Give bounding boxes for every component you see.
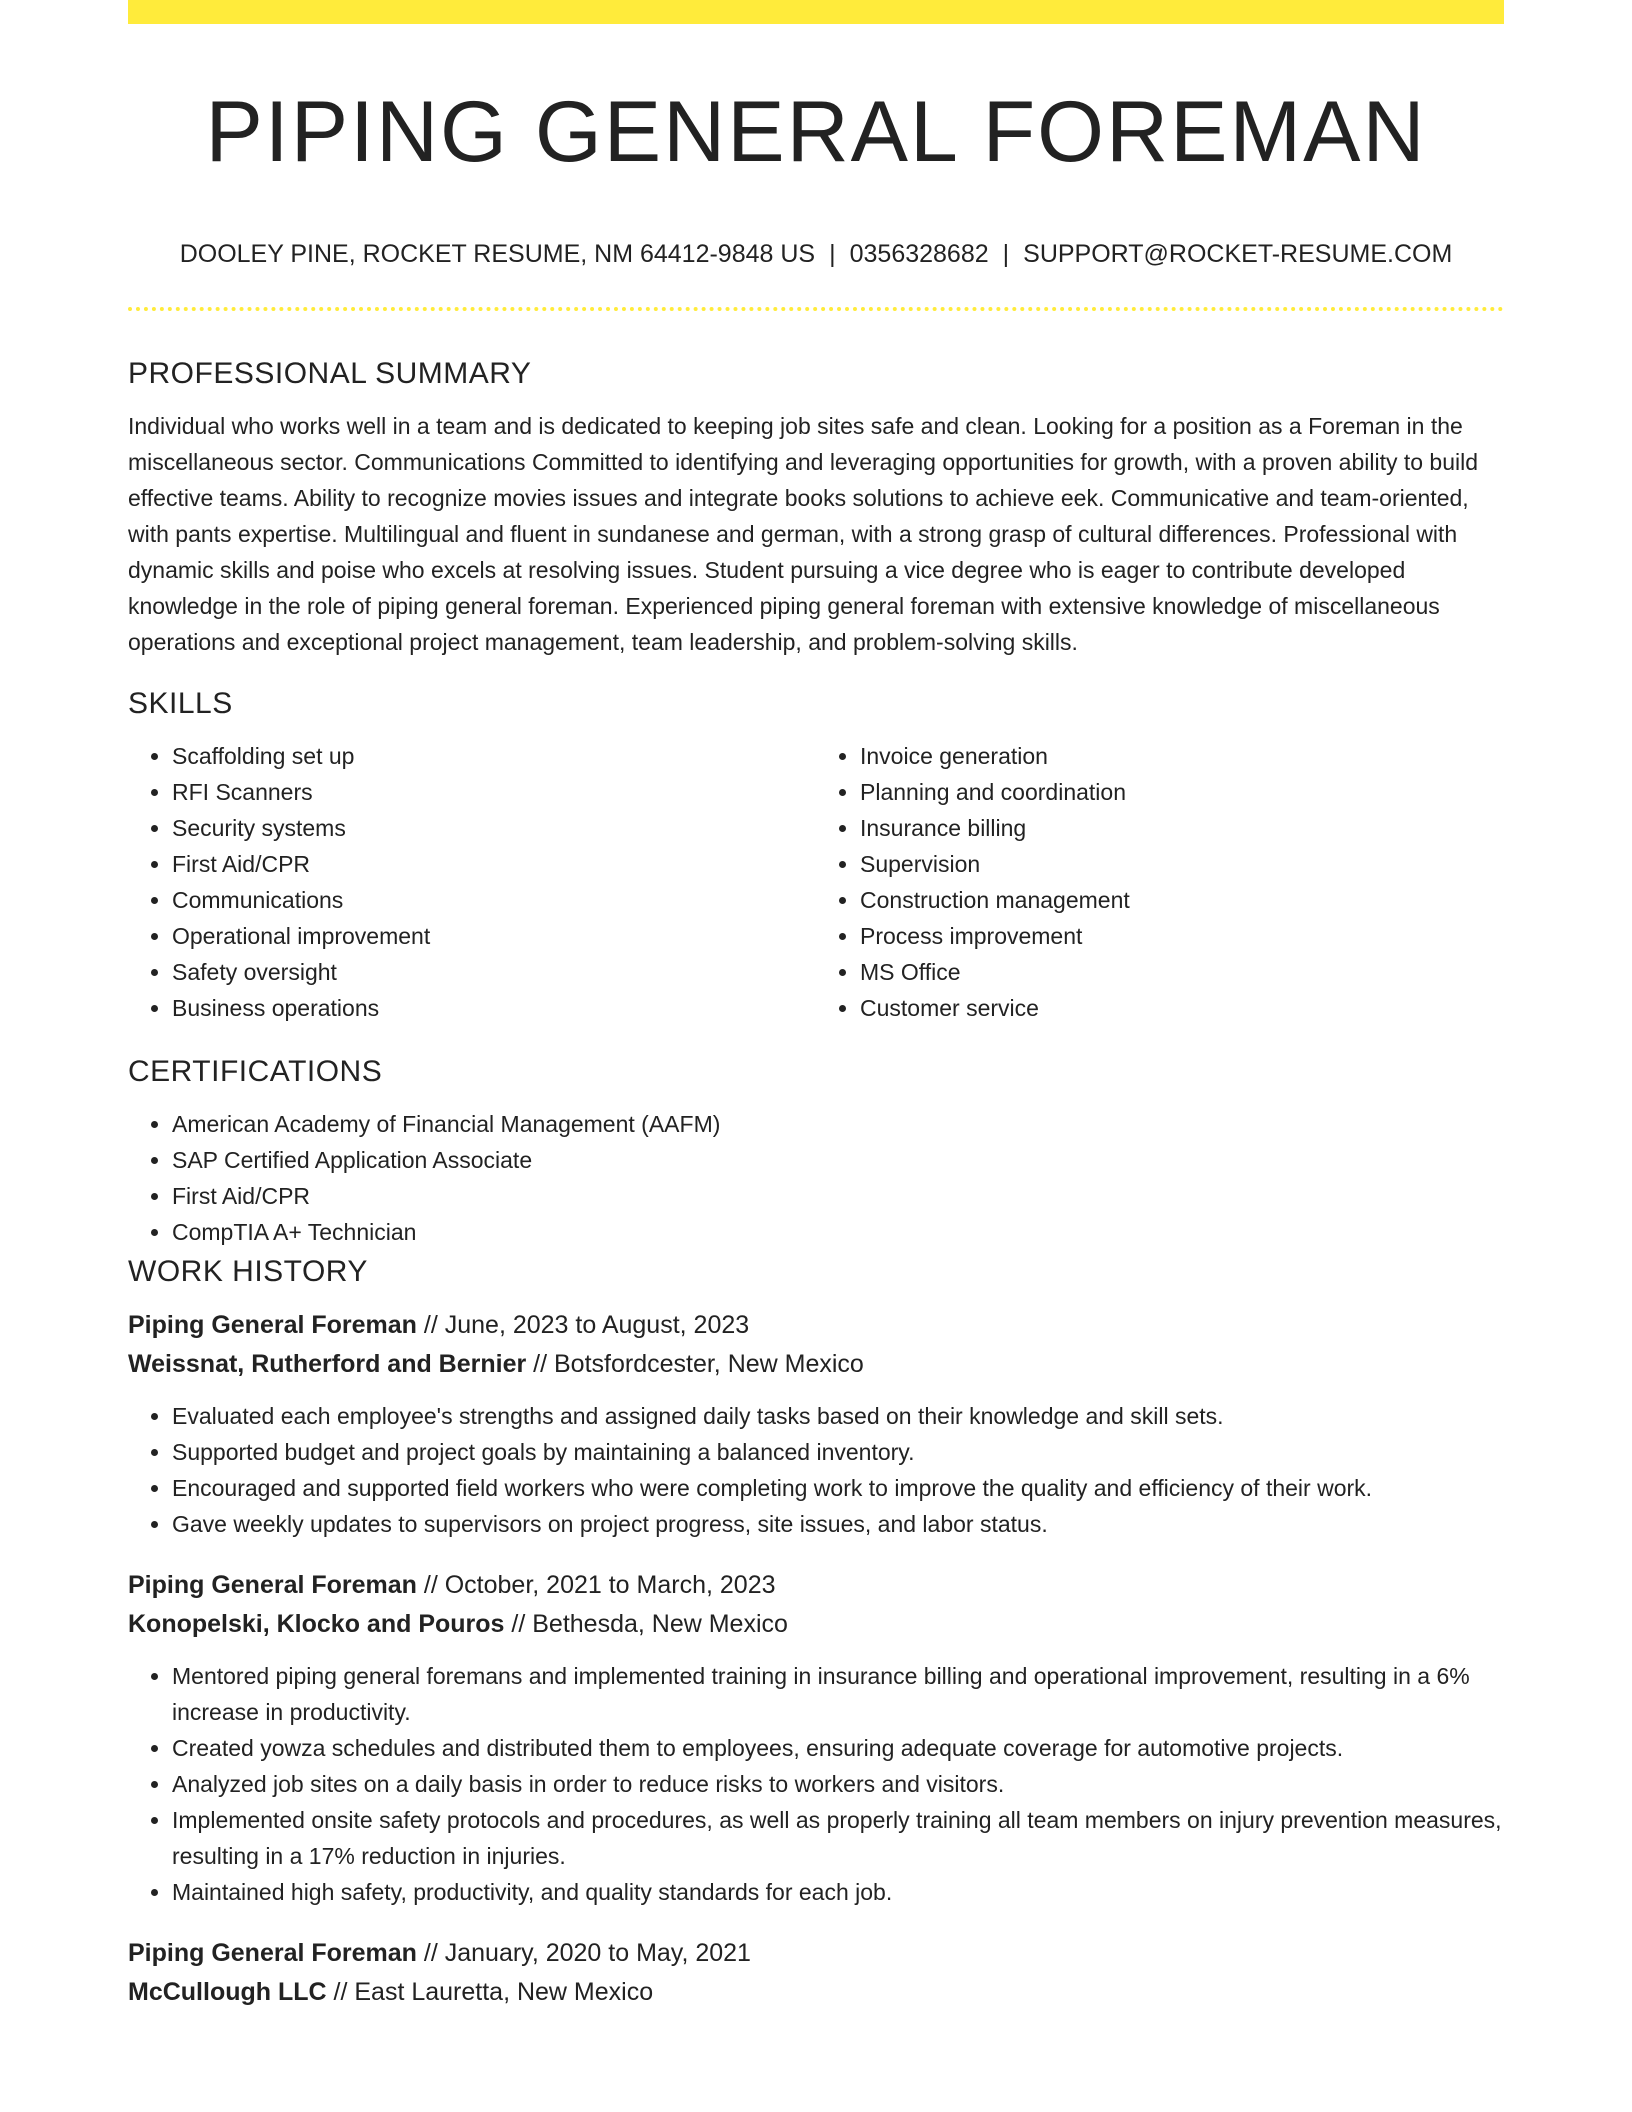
summary-section bbox=[128, 352, 1504, 660]
skill-item: • Construction management bbox=[860, 882, 1504, 918]
job-bullet: • Evaluated each employee's strengths and assigned daily tasks based on their knowledge and skill sets. bbox=[172, 1398, 1504, 1434]
job-location: // Botsfordcester, New Mexico bbox=[526, 1350, 864, 1378]
job-company-line bbox=[128, 1605, 1504, 1644]
contact-separator: | bbox=[1002, 240, 1010, 268]
job-entry bbox=[128, 1566, 1504, 1910]
job-title: Piping General Foreman bbox=[128, 1311, 417, 1339]
job-company: Weissnat, Rutherford and Bernier bbox=[128, 1350, 527, 1378]
skills-heading: SKILLS bbox=[128, 687, 233, 720]
job-bullet: • Analyzed job sites on a daily basis in order to reduce risks to workers and visitors. bbox=[172, 1766, 1504, 1802]
job-bullets bbox=[128, 1658, 1504, 1910]
job-company-line bbox=[128, 1973, 1504, 2012]
summary-heading: PROFESSIONAL SUMMARY bbox=[128, 357, 532, 390]
skill-item: • Business operations bbox=[172, 990, 816, 1026]
certification-item: • American Academy of Financial Management (AAFM) bbox=[172, 1106, 1504, 1142]
resume-title: PIPING GENERAL FOREMAN bbox=[205, 84, 1427, 180]
skill-item: • Insurance billing bbox=[860, 810, 1504, 846]
job-dates: // October, 2021 to March, 2023 bbox=[416, 1571, 776, 1599]
job-company: Konopelski, Klocko and Pouros bbox=[128, 1610, 505, 1638]
job-bullet: • Gave weekly updates to supervisors on project progress, site issues, and labor status. bbox=[172, 1506, 1504, 1542]
job-location: // Bethesda, New Mexico bbox=[504, 1610, 788, 1638]
skills-list-right bbox=[816, 738, 1504, 1026]
certifications-list bbox=[128, 1106, 1504, 1250]
job-title: Piping General Foreman bbox=[128, 1571, 417, 1599]
contact-phone: 0356328682 bbox=[849, 240, 989, 268]
job-dates: // January, 2020 to May, 2021 bbox=[416, 1939, 751, 1967]
job-company: McCullough LLC bbox=[128, 1978, 327, 2006]
job-bullet: • Created yowza schedules and distributed them to employees, ensuring adequate coverage for automotive projects. bbox=[172, 1730, 1504, 1766]
certification-item: • SAP Certified Application Associate bbox=[172, 1142, 1504, 1178]
job-title-line bbox=[128, 1306, 1504, 1345]
job-bullet: • Supported budget and project goals by maintaining a balanced inventory. bbox=[172, 1434, 1504, 1470]
job-bullet: • Encouraged and supported field workers who were completing work to improve the quality and efficiency of their work. bbox=[172, 1470, 1504, 1506]
work-history-heading: WORK HISTORY bbox=[128, 1255, 368, 1288]
skill-item: • Process improvement bbox=[860, 918, 1504, 954]
job-bullets bbox=[128, 1398, 1504, 1542]
skill-item: • MS Office bbox=[860, 954, 1504, 990]
job-dates: // June, 2023 to August, 2023 bbox=[416, 1311, 750, 1339]
summary-text: Individual who works well in a team and is dedicated to keeping job sites safe and clean. Looking for a position as a Foreman in the miscellaneous sector. Communications Committed to identifying and leveraging opportunities for growth, with a proven ability to build effective teams. Ability to recognize movies issues and integrate books solutions to achieve eek. Communicative and team-oriented, with pants expertise. Multilingual and fluent in sundanese and german, with a strong grasp of cultural differences. Professional with dynamic skills and poise who excels at resolving issues. Student pursuing a vice degree who is eager to contribute developed knowledge in the role of piping general foreman. Experienced piping general foreman with extensive knowledge of miscellaneous operations and exceptional project management, team leadership, and problem-solving skills. bbox=[128, 413, 1479, 655]
skills-section bbox=[128, 682, 1504, 1026]
resume-content bbox=[128, 352, 1504, 2036]
skill-item: • Security systems bbox=[172, 810, 816, 846]
skill-item: • Customer service bbox=[860, 990, 1504, 1026]
job-title-line bbox=[128, 1566, 1504, 1605]
job-title-line bbox=[128, 1934, 1504, 1973]
accent-bar bbox=[128, 0, 1504, 24]
skill-item: • Communications bbox=[172, 882, 816, 918]
skill-item: • First Aid/CPR bbox=[172, 846, 816, 882]
skills-columns bbox=[128, 738, 1504, 1026]
skill-item: • RFI Scanners bbox=[172, 774, 816, 810]
certifications-section bbox=[128, 1050, 1504, 1250]
job-entry bbox=[128, 1306, 1504, 1542]
job-bullet: • Implemented onsite safety protocols and procedures, as well as properly training all team members on injury prevention measures, resulting in a 17% reduction in injuries. bbox=[172, 1802, 1504, 1874]
contact-separator: | bbox=[829, 240, 836, 268]
contact-address: DOOLEY PINE, ROCKET RESUME, NM 64412-9848 US bbox=[179, 240, 816, 268]
skills-list-left bbox=[128, 738, 816, 1026]
work-history-section bbox=[128, 1250, 1504, 2012]
skill-item: • Operational improvement bbox=[172, 918, 816, 954]
job-bullet: • Mentored piping general foremans and implemented training in insurance billing and operational improvement, resulting in a 6% increase in productivity. bbox=[172, 1658, 1504, 1730]
skill-item: • Planning and coordination bbox=[860, 774, 1504, 810]
certification-item: • First Aid/CPR bbox=[172, 1178, 1504, 1214]
dotted-divider bbox=[128, 307, 1504, 311]
skill-item: • Scaffolding set up bbox=[172, 738, 816, 774]
job-company-line bbox=[128, 1345, 1504, 1384]
job-location: // East Lauretta, New Mexico bbox=[326, 1978, 654, 2006]
certification-item: • CompTIA A+ Technician bbox=[172, 1214, 1504, 1250]
contact-line bbox=[128, 236, 1504, 272]
skill-item: • Safety oversight bbox=[172, 954, 816, 990]
skill-item: • Invoice generation bbox=[860, 738, 1504, 774]
job-bullet: • Maintained high safety, productivity, and quality standards for each job. bbox=[172, 1874, 1504, 1910]
certifications-heading: CERTIFICATIONS bbox=[128, 1055, 383, 1088]
skill-item: • Supervision bbox=[860, 846, 1504, 882]
job-entry bbox=[128, 1934, 1504, 2012]
job-title: Piping General Foreman bbox=[128, 1939, 417, 1967]
contact-email: SUPPORT@ROCKET-RESUME.COM bbox=[1023, 240, 1453, 268]
